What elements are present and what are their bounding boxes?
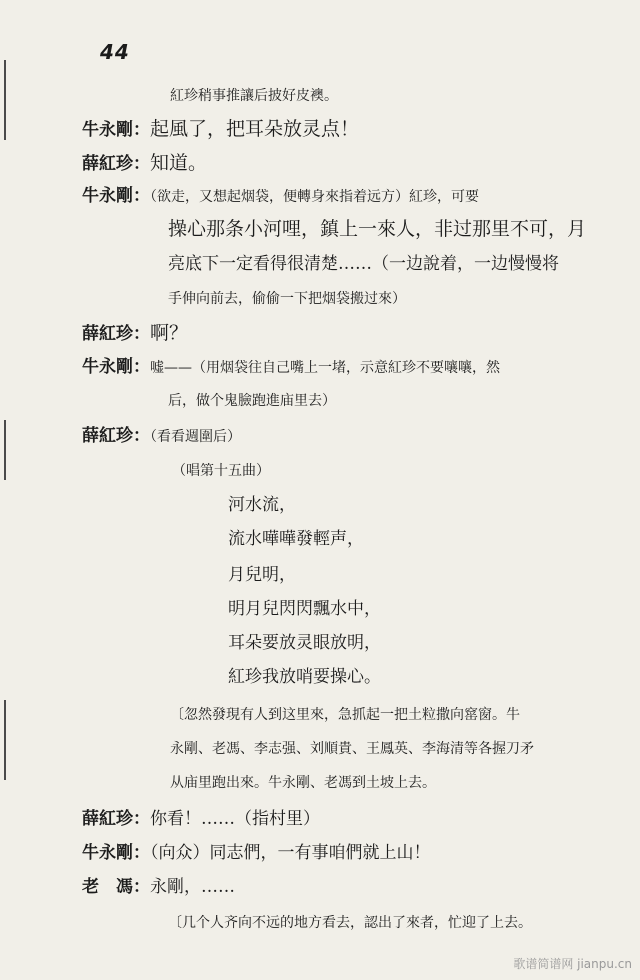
- speaker-name: 牛永剛：: [82, 186, 150, 206]
- dialogue-text: 知道。: [150, 152, 208, 174]
- dialogue-line: [82, 808, 320, 830]
- dialogue-continuation: 亮底下一定看得很清楚……（一边說着，一边慢慢将: [168, 254, 559, 274]
- song-lyric: 月兒明，: [228, 565, 296, 585]
- dialogue-text: （向众）同志們，一有事咱們就上山！: [150, 843, 431, 863]
- dialogue-text: （欲走，又想起烟袋，便轉身來指着远方）紅珍，可要: [150, 189, 479, 205]
- stage-direction: 从庙里跑出來。牛永剛、老馮到土坡上去。: [170, 775, 436, 791]
- dialogue-line: [82, 356, 500, 379]
- dialogue-line: [82, 425, 241, 448]
- speaker-name: 薛紅珍：: [82, 809, 150, 829]
- margin-line: [4, 420, 6, 480]
- dialogue-line: [82, 152, 207, 175]
- song-lyric: 明月兒閃閃飄水中，: [228, 599, 381, 619]
- page-number: 44: [100, 40, 130, 64]
- speaker-name: 薛紅珍：: [82, 324, 150, 344]
- dialogue-line: [82, 876, 235, 898]
- speaker-name: 牛永剛：: [82, 357, 150, 377]
- speaker-name: 牛永剛：: [82, 843, 150, 863]
- watermark-text: 歌谱简谱网 jianpu.cn: [513, 957, 632, 971]
- song-lyric: 流水嘩嘩發輕声，: [228, 529, 364, 549]
- margin-line: [4, 60, 6, 140]
- stage-direction: 〔忽然發現有人到这里來，急抓起一把土粒撒向窰窗。牛: [170, 707, 520, 723]
- dialogue-line: [82, 322, 188, 345]
- song-lyric: 紅珍我放哨要操心。: [228, 667, 381, 687]
- dialogue-line: [82, 185, 479, 208]
- dialogue-line: [82, 842, 431, 864]
- speaker-name: 薛紅珍：: [82, 426, 150, 446]
- dialogue-line: [82, 118, 359, 141]
- dialogue-text: 啊？: [150, 322, 189, 344]
- dialogue-continuation: 操心那条小河哩，鎮上一來人，非过那里不可，月: [168, 218, 587, 240]
- song-heading: （唱第十五曲）: [172, 463, 270, 479]
- dialogue-text: 起風了，把耳朵放灵点！: [150, 118, 360, 140]
- dialogue-text: 永剛，……: [150, 877, 235, 897]
- stage-direction: 后，做个鬼臉跑進庙里去）: [168, 393, 336, 409]
- stage-direction: 永剛、老馮、李志强、刘順貴、王鳳英、李海清等各握刀矛: [170, 741, 534, 757]
- speaker-name: 老 馮：: [82, 877, 150, 897]
- dialogue-text: 嘘——（用烟袋往自己嘴上一堵，示意紅珍不要嚷嚷，然: [150, 360, 500, 376]
- stage-direction: 〔几个人齐向不远的地方看去，認出了來者，忙迎了上去。: [168, 915, 532, 931]
- song-lyric: 耳朵要放灵眼放明，: [228, 633, 381, 653]
- stage-direction: 紅珍稍事推讓后披好皮襖。: [170, 88, 338, 104]
- margin-line: [4, 700, 6, 780]
- dialogue-text: 你看！……（指村里）: [150, 809, 320, 829]
- speaker-name: 牛永剛：: [82, 120, 150, 140]
- speaker-name: 薛紅珍：: [82, 154, 150, 174]
- song-lyric: 河水流，: [228, 495, 296, 515]
- stage-direction: 手伸向前去，偷偷一下把烟袋搬过來）: [168, 291, 406, 307]
- dialogue-text: （看看週圍后）: [150, 429, 241, 445]
